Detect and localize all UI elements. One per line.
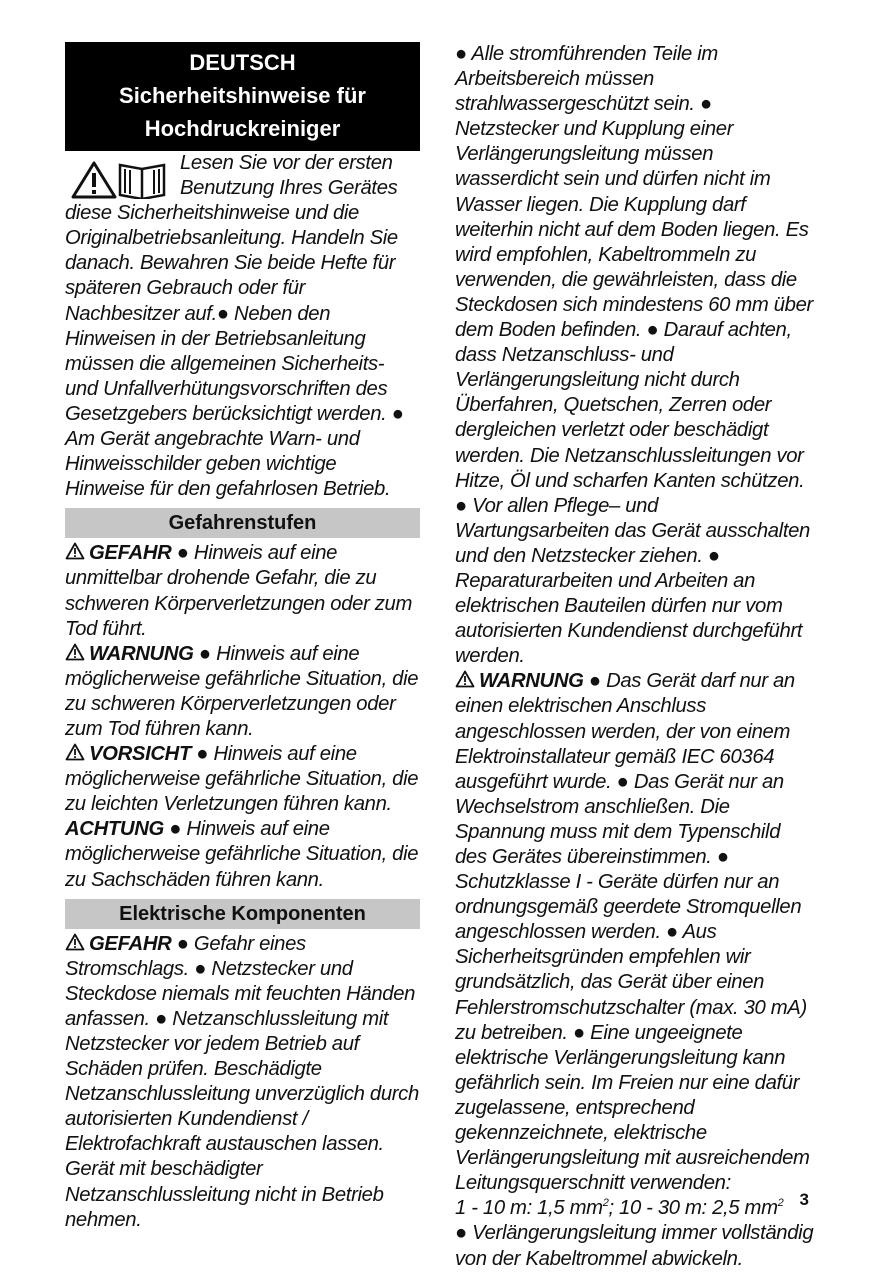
hazard-gefahr [65, 541, 420, 641]
hazard-label: WARNUNG [479, 670, 584, 693]
page-title-line1: Sicherheitshinweise für [119, 83, 366, 108]
elektrische-warnung-text: ● Das Gerät darf nur an einen elektrischen Anschluss angeschlossen werden, der von einem Elektroinstallateur gemäß IEC 60364 ausgeführt wurde. ● Das Gerät nur an Wechselstrom anschließen. Die Spannung muss mit dem Typenschild des Gerätes übereinstimmen. ● Schutzklasse I - Geräte dürfen nur an ordnungsgemäß geerdete Stromquellen angeschlossen werden. ● Aus Sicherheitsgründen empfehlen wir grundsätzlich, das Gerät über einen Fehlerstromschutzschalter (max. 30 mA) zu betreiben. ● Eine ungeeignete elektrische Verlängerungsleitung kann gefährlich sein. Im Freien nur eine dafür zugelassene, entsprechend gekennzeichnete, elektrische Verlängerungsleitung mit ausreichendem Leitungsquerschnitt verwenden: [455, 670, 810, 1195]
page-title-line2: Hochdruckreiniger [144, 116, 341, 141]
elektrische-gefahr-text: ● Gefahr eines Stromschlags. ● Netzstecker und Steckdose niemals mit feuchten Händen anfassen. ● Netzanschlussleitung mit Netzstecker vor jedem Betrieb auf Schäden prüfen. Beschädigte Netzanschlussleitung unverzüglich durch autorisierten Kundendienst / Elektrofachkraft austauschen lassen. Gerät mit beschädigter Netzanschlussleitung nicht in Betrieb nehmen. [65, 932, 419, 1231]
intro-text: diese Sicherheitshinweise und die Originalbetriebsanleitung. Handeln Sie danach. Bewahren Sie beide Hefte für späteren Gebrauch oder für Nachbesitzer auf.● Neben den Hinweisen in der Betriebsanleitung müssen die allgemeinen Sicherheits- und Unfallverhütungsvorschriften des Gesetzgebers berücksichtigt werden. ● Am Gerät angebrachte Warn- und Hinweisschilder geben wichtige Hinweise für den gefahrlosen Betrieb. [65, 202, 404, 501]
hazard-label: ACHTUNG [65, 818, 164, 841]
hazard-label: GEFAHR [89, 542, 172, 565]
hazard-label: GEFAHR [89, 932, 172, 955]
elektrische-gefahr [65, 932, 420, 1233]
hazard-text: ● Hinweis auf eine möglicherweise gefährliche Situation, die zu leichten Verletzungen führen kann. [65, 743, 419, 816]
hazard-warnung [65, 642, 420, 742]
intro-first-lines: Lesen Sie vor der ersten Benutzung Ihres Gerätes [180, 152, 398, 200]
cable-range-a: 1 - 10 m: 1,5 mm [455, 1197, 603, 1220]
page-number: 3 [799, 1190, 809, 1209]
warning-and-manual-icon [70, 161, 170, 199]
cable-cross-section [455, 1196, 815, 1221]
elektrische-komponenten-heading: Elektrische Komponenten [65, 899, 420, 929]
superscript: 2 [602, 1197, 609, 1210]
intro-block [65, 151, 420, 502]
language-label: DEUTSCH [189, 50, 296, 75]
warning-triangle-icon [65, 643, 85, 661]
section-header [65, 42, 420, 151]
gefahrenstufen-heading: Gefahrenstufen [65, 508, 420, 538]
warning-triangle-icon [455, 670, 475, 688]
hazard-label: VORSICHT [89, 743, 191, 766]
hazard-text: ● Hinweis auf eine unmittelbar drohende Gefahr, die zu schweren Körperverletzungen oder zum Tod führt. [65, 542, 413, 640]
warning-triangle-icon [65, 542, 85, 560]
cable-range-b: ; 10 - 30 m: 2,5 mm [608, 1197, 778, 1220]
cable-unwind-note: ● Verlängerungsleitung immer vollständig von der Kabeltrommel abwickeln. [455, 1222, 814, 1270]
left-column [65, 42, 420, 1233]
elektrische-gefahr-continued: ● Alle stromführenden Teile im Arbeitsbereich müssen strahlwassergeschützt sein. ● Netzstecker und Kupplung einer Verlängerungsleitung müssen wasserdicht sein und dürfen nicht im Wasser liegen. Die Kupplung darf weiterhin nicht auf dem Boden liegen. Es wird empfohlen, Kabeltrommeln zu verwenden, die gewährleisten, dass die Steckdosen sich mindestens 60 mm über dem Boden befinden. ● Darauf achten, dass Netzanschluss- und Verlängerungsleitung nicht durch Überfahren, Quetschen, Zerren oder dergleichen verletzt oder beschädigt werden. Die Netzanschlussleitungen vor Hitze, Öl und scharfen Kanten schützen. ● Vor allen Pflege– und Wartungsarbeiten das Gerät ausschalten und den Netzstecker ziehen. ● Reparaturarbeiten und Arbeiten an elektrischen Bauteilen dürfen nur vom autorisierten Kundendienst durchgeführt werden. [455, 43, 813, 668]
right-column [455, 42, 815, 1272]
elektrische-warnung [455, 669, 815, 1196]
warning-triangle-icon [65, 933, 85, 951]
hazard-achtung [65, 817, 420, 892]
hazard-text: ● Hinweis auf eine möglicherweise gefährliche Situation, die zu Sachschäden führen kann. [65, 818, 419, 891]
superscript: 2 [777, 1197, 784, 1210]
hazard-text: ● Hinweis auf eine möglicherweise gefährliche Situation, die zu schweren Körperverletzungen oder zum Tod führen kann. [65, 642, 419, 740]
warning-triangle-icon [65, 743, 85, 761]
hazard-vorsicht [65, 742, 420, 817]
hazard-label: WARNUNG [89, 642, 194, 665]
